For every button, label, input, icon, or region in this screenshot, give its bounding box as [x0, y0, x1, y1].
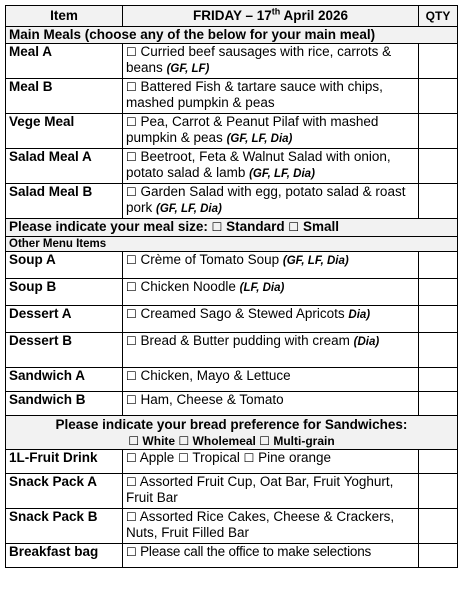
checkbox-icon[interactable]: ☐ — [126, 80, 137, 94]
qty-cell[interactable] — [419, 306, 458, 333]
snack-pack-a-option[interactable]: ☐ Assorted Fruit Cup, Oat Bar, Fruit Yoghurt, Fruit Bar — [123, 474, 419, 509]
item-header: Item — [6, 6, 123, 27]
item-row-breakfast-bag: Breakfast bag ☐ Please call the office to make selections — [6, 544, 458, 568]
checkbox-icon[interactable]: ☐ — [126, 45, 137, 59]
qty-header: QTY — [419, 6, 458, 27]
item-row-sandwich-a: Sandwich A ☐ Chicken, Mayo & Lettuce — [6, 368, 458, 392]
main-meals-section: Main Meals (choose any of the below for your main meal) — [6, 27, 458, 44]
sandwich-a-option[interactable]: ☐ Chicken, Mayo & Lettuce — [123, 368, 419, 392]
salad-meal-b-option[interactable]: ☐ Garden Salad with egg, potato salad & roast pork (GF, LF, Dia) — [123, 184, 419, 219]
item-row-snack-pack-b: Snack Pack B ☐ Assorted Rice Cakes, Cheese & Crackers, Nuts, Fruit Filled Bar — [6, 509, 458, 544]
checkbox-icon[interactable]: ☐ — [126, 280, 137, 294]
checkbox-icon[interactable]: ☐ — [243, 451, 255, 465]
soup-b-option[interactable]: ☐ Chicken Noodle (LF, Dia) — [123, 279, 419, 306]
bread-wholemeal-label: Wholemeal — [192, 433, 256, 448]
meal-a-option[interactable]: ☐ Curried beef sausages with rice, carrots & beans (GF, LF) — [123, 44, 419, 79]
vege-meal-option[interactable]: ☐ Pea, Carrot & Peanut Pilaf with mashed pumpkin & peas (GF, LF, Dia) — [123, 114, 419, 149]
qty-cell[interactable] — [419, 184, 458, 219]
meal-row-meal-b: Meal B ☐ Battered Fish & tartare sauce with chips, mashed pumpkin & peas — [6, 79, 458, 114]
meal-b-option[interactable]: ☐ Battered Fish & tartare sauce with chips, mashed pumpkin & peas — [123, 79, 419, 114]
checkbox-icon[interactable]: ☐ — [211, 220, 223, 234]
checkbox-icon[interactable]: ☐ — [126, 475, 137, 489]
meal-row-meal-a: Meal A ☐ Curried beef sausages with rice, carrots & beans (GF, LF) — [6, 44, 458, 79]
checkbox-icon[interactable]: ☐ — [178, 451, 189, 465]
checkbox-icon[interactable]: ☐ — [126, 150, 137, 164]
checkbox-icon[interactable]: ☐ — [288, 220, 300, 234]
item-row-fruit-drink: 1L-Fruit Drink ☐ Apple ☐ Tropical ☐ Pine orange — [6, 450, 458, 474]
meal-row-salad-meal-b: Salad Meal B ☐ Garden Salad with egg, potato salad & roast pork (GF, LF, Dia) — [6, 184, 458, 219]
item-row-dessert-b: Dessert B ☐ Bread & Butter pudding with cream (Dia) — [6, 333, 458, 368]
snack-pack-b-option[interactable]: ☐ Assorted Rice Cakes, Cheese & Crackers, Nuts, Fruit Filled Bar — [123, 509, 419, 544]
day-header: FRIDAY – 17th April 2026 — [123, 6, 419, 27]
qty-cell[interactable] — [419, 392, 458, 416]
dessert-a-option[interactable]: ☐ Creamed Sago & Stewed Apricots Dia) — [123, 306, 419, 333]
checkbox-icon[interactable]: ☐ — [126, 510, 137, 524]
meal-size-row: Please indicate your meal size: ☐ Standard ☐ Small — [6, 219, 458, 237]
soup-a-option[interactable]: ☐ Crème of Tomato Soup (GF, LF, Dia) — [123, 252, 419, 279]
qty-cell[interactable] — [419, 368, 458, 392]
qty-cell[interactable] — [419, 279, 458, 306]
checkbox-icon[interactable]: ☐ — [126, 115, 137, 129]
qty-cell[interactable] — [419, 44, 458, 79]
checkbox-icon[interactable]: ☐ — [126, 545, 137, 559]
checkbox-icon[interactable]: ☐ — [126, 393, 137, 407]
bread-multigrain-label: Multi-grain — [273, 433, 335, 448]
size-small-label: Small — [302, 219, 339, 234]
bread-preference-row — [6, 416, 458, 450]
checkbox-icon[interactable]: ☐ — [126, 253, 137, 267]
checkbox-icon[interactable]: ☐ — [126, 451, 137, 465]
checkbox-icon[interactable]: ☐ — [126, 369, 137, 383]
checkbox-icon[interactable]: ☐ — [178, 433, 190, 448]
qty-cell[interactable] — [419, 474, 458, 509]
qty-cell[interactable] — [419, 79, 458, 114]
item-row-soup-a: Soup A ☐ Crème of Tomato Soup (GF, LF, Dia) — [6, 252, 458, 279]
qty-cell[interactable] — [419, 252, 458, 279]
item-row-dessert-a: Dessert A ☐ Creamed Sago & Stewed Apricots Dia) — [6, 306, 458, 333]
checkbox-icon[interactable]: ☐ — [259, 433, 271, 448]
qty-cell[interactable] — [419, 333, 458, 368]
item-row-snack-pack-a: Snack Pack A ☐ Assorted Fruit Cup, Oat Bar, Fruit Yoghurt, Fruit Bar — [6, 474, 458, 509]
breakfast-bag-option[interactable]: ☐ Please call the office to make selections — [123, 544, 419, 568]
other-items-section: Other Menu Items — [6, 237, 458, 252]
qty-cell[interactable] — [419, 149, 458, 184]
salad-meal-a-option[interactable]: ☐ Beetroot, Feta & Walnut Salad with onion, potato salad & lamb (GF, LF, Dia) — [123, 149, 419, 184]
size-standard-label: Standard — [226, 219, 285, 234]
sandwich-b-option[interactable]: ☐ Ham, Cheese & Tomato — [123, 392, 419, 416]
checkbox-icon[interactable]: ☐ — [128, 433, 140, 448]
qty-cell[interactable] — [419, 450, 458, 474]
checkbox-icon[interactable]: ☐ — [126, 334, 137, 348]
bread-preference-label: Please indicate your bread preference for Sandwiches: — [55, 416, 408, 432]
bread-white-label: White — [142, 433, 176, 448]
checkbox-icon[interactable]: ☐ — [126, 307, 137, 321]
item-row-sandwich-b: Sandwich B ☐ Ham, Cheese & Tomato — [6, 392, 458, 416]
qty-cell[interactable] — [419, 114, 458, 149]
item-row-soup-b: Soup B ☐ Chicken Noodle (LF, Dia) — [6, 279, 458, 306]
fruit-drink-options: ☐ Apple ☐ Tropical ☐ Pine orange — [123, 450, 419, 474]
meal-row-salad-meal-a: Salad Meal A ☐ Beetroot, Feta & Walnut Salad with onion, potato salad & lamb (GF, LF, Dia) — [6, 149, 458, 184]
header-row — [6, 6, 458, 27]
dessert-b-option[interactable]: ☐ Bread & Butter pudding with cream (Dia) — [123, 333, 419, 368]
meal-row-vege-meal: Vege Meal ☐ Pea, Carrot & Peanut Pilaf with mashed pumpkin & peas (GF, LF, Dia) — [6, 114, 458, 149]
qty-cell[interactable] — [419, 509, 458, 544]
checkbox-icon[interactable]: ☐ — [126, 185, 137, 199]
menu-order-table — [5, 5, 458, 568]
qty-cell[interactable] — [419, 544, 458, 568]
